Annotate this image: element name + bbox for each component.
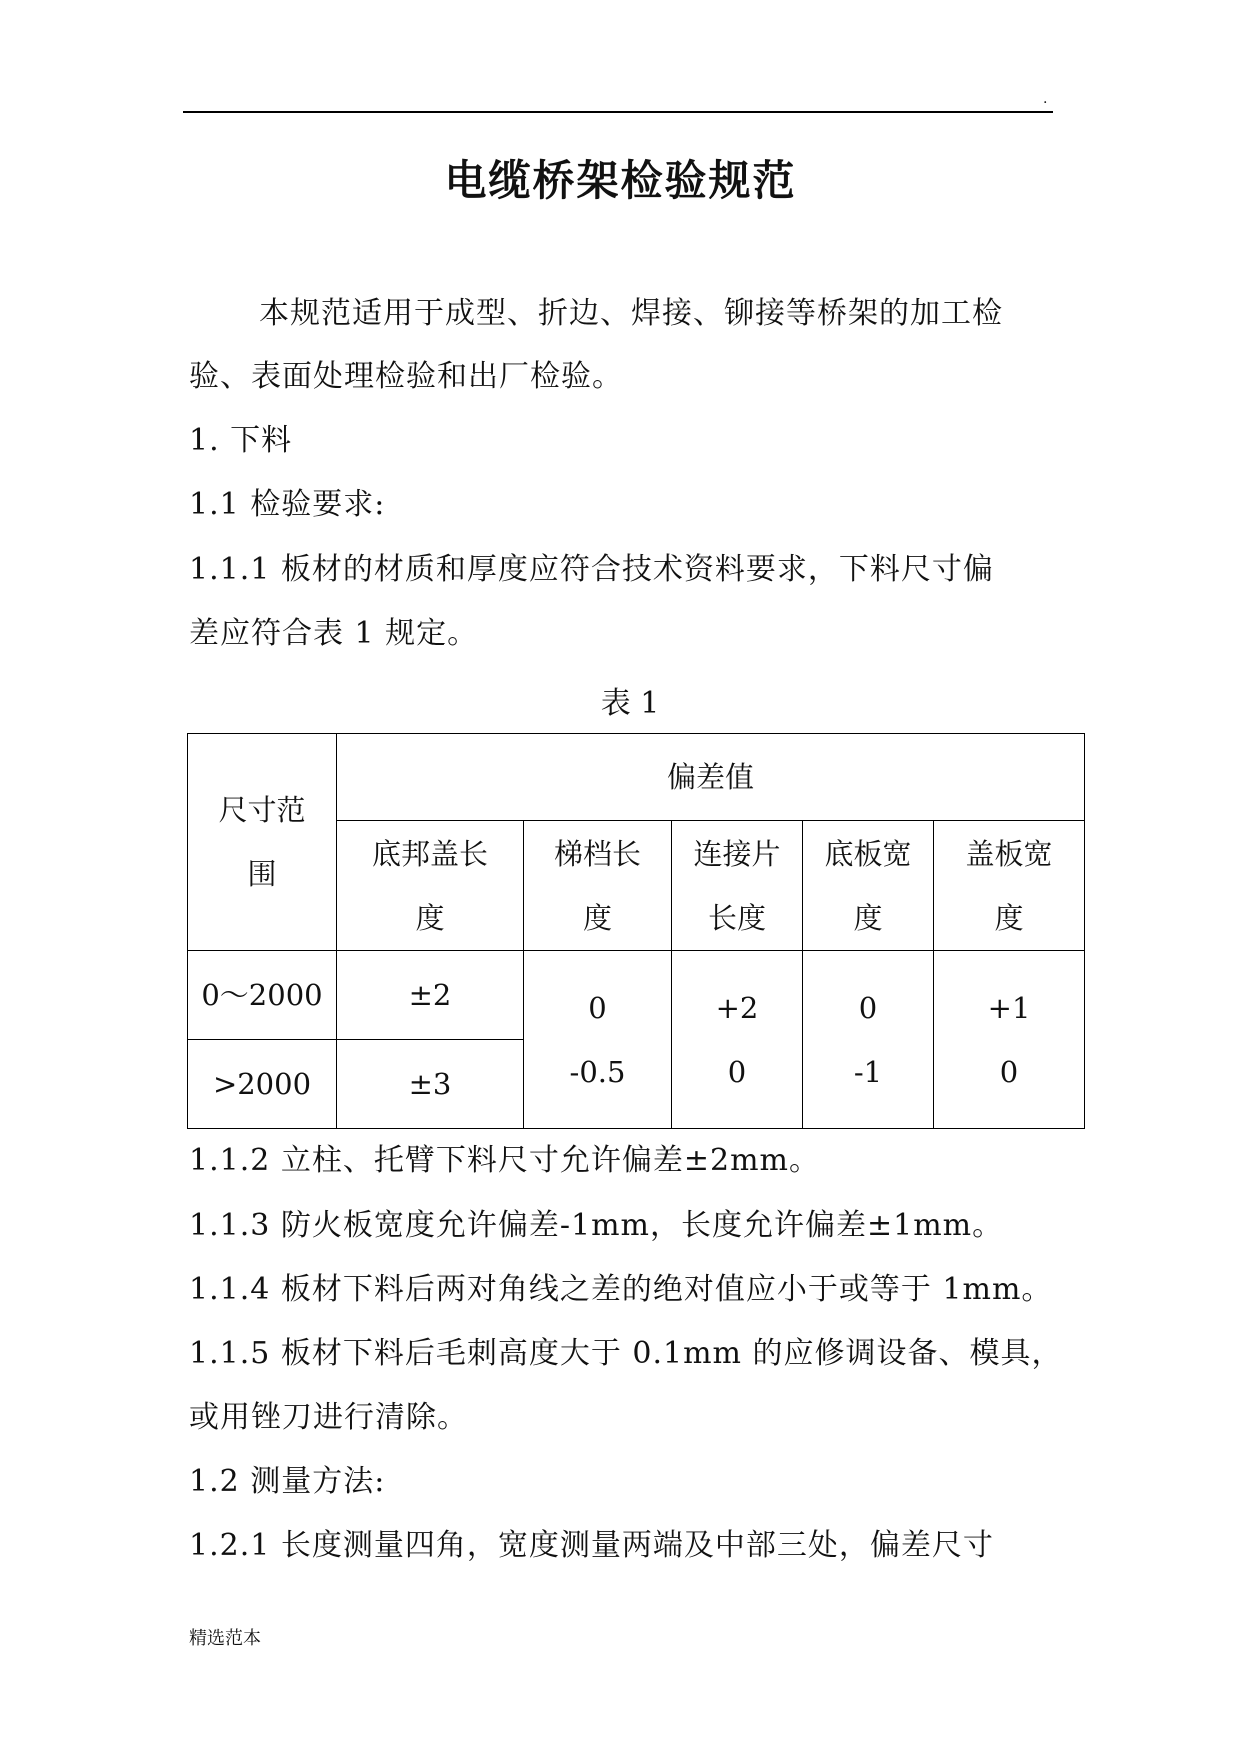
header-side-length bbox=[337, 821, 524, 951]
rung-length-upper: 0 bbox=[588, 990, 607, 1025]
header-cover-width-line-1: 盖板宽 bbox=[965, 836, 1053, 871]
clause-1-1-4: 1.1.4 板材下料后两对角线之差的绝对值应小于或等于 1mm。 bbox=[189, 1272, 1053, 1307]
row-side-length-2: ±3 bbox=[337, 1040, 524, 1129]
header-connector-length bbox=[672, 821, 803, 951]
header-deviation: 偏差值 bbox=[337, 734, 1085, 821]
header-size-range bbox=[188, 734, 337, 951]
cell-connector-length bbox=[672, 951, 803, 1129]
header-bottom-width-line-2: 度 bbox=[853, 900, 883, 935]
header-cover-width-line-2: 度 bbox=[994, 900, 1024, 935]
deviation-table bbox=[187, 733, 1085, 1129]
clause-1-1-2: 1.1.2 立柱、托臂下料尺寸允许偏差±2mm。 bbox=[189, 1143, 820, 1178]
clause-1-1-1-line-2: 差应符合表 1 规定。 bbox=[189, 616, 479, 651]
section-heading-1: 1. 下料 bbox=[189, 423, 293, 458]
row-range-1: 0～2000 bbox=[188, 951, 337, 1040]
cover-width-lower: 0 bbox=[999, 1054, 1019, 1089]
header-marker: . bbox=[1043, 91, 1048, 107]
header-cover-width bbox=[934, 821, 1085, 951]
header-bottom-width bbox=[803, 821, 934, 951]
intro-line-2: 验、表面处理检验和出厂检验。 bbox=[189, 359, 623, 394]
header-connector-length-line-2: 长度 bbox=[707, 900, 766, 935]
header-size-range-line-1: 尺寸范 bbox=[218, 793, 306, 827]
clause-1-1-3: 1.1.3 防火板宽度允许偏差-1mm，长度允许偏差±1mm。 bbox=[189, 1208, 1004, 1243]
header-side-length-line-2: 度 bbox=[415, 900, 445, 935]
cell-bottom-width bbox=[803, 951, 934, 1129]
clause-1-1-5-line-1: 1.1.5 板材下料后毛刺高度大于 0.1mm 的应修调设备、模具， bbox=[189, 1336, 1063, 1371]
table-caption: 表 1 bbox=[600, 686, 660, 721]
clause-1-1-5-line-2: 或用锉刀进行清除。 bbox=[189, 1400, 468, 1435]
cell-cover-width bbox=[934, 951, 1085, 1129]
section-heading-1-2: 1.2 测量方法: bbox=[189, 1464, 386, 1499]
row-range-2: >2000 bbox=[188, 1040, 337, 1129]
header-connector-length-line-1: 连接片 bbox=[693, 836, 781, 871]
header-rung-length bbox=[524, 821, 672, 951]
header-size-range-line-2: 围 bbox=[247, 857, 277, 891]
bottom-width-lower: -1 bbox=[853, 1054, 883, 1089]
bottom-width-upper: 0 bbox=[858, 990, 878, 1025]
connector-length-upper: +2 bbox=[715, 990, 759, 1025]
connector-length-lower: 0 bbox=[727, 1054, 747, 1089]
document-title: 电缆桥架检验规范 bbox=[444, 156, 797, 205]
header-bottom-width-line-1: 底板宽 bbox=[824, 836, 912, 871]
footer-label: 精选范本 bbox=[189, 1628, 261, 1649]
rung-length-lower: -0.5 bbox=[569, 1054, 626, 1089]
cover-width-upper: +1 bbox=[987, 990, 1031, 1025]
header-rung-length-line-2: 度 bbox=[582, 900, 612, 935]
header-side-length-line-1: 底邦盖长 bbox=[371, 836, 488, 871]
cell-rung-length bbox=[524, 951, 672, 1129]
clause-1-2-1: 1.2.1 长度测量四角，宽度测量两端及中部三处，偏差尺寸 bbox=[189, 1528, 994, 1563]
row-side-length-1: ±2 bbox=[337, 951, 524, 1040]
section-heading-1-1: 1.1 检验要求: bbox=[189, 487, 386, 522]
clause-1-1-1-line-1: 1.1.1 板材的材质和厚度应符合技术资料要求，下料尺寸偏 bbox=[189, 552, 994, 587]
intro-line-1: 本规范适用于成型、折边、焊接、铆接等桥架的加工检 bbox=[259, 296, 1003, 331]
header-rung-length-line-1: 梯档长 bbox=[553, 836, 641, 871]
header-rule bbox=[183, 111, 1053, 113]
